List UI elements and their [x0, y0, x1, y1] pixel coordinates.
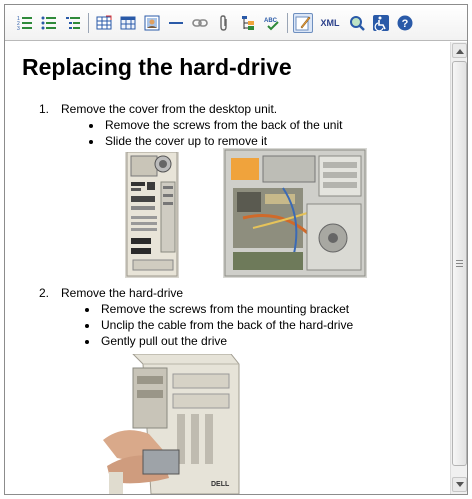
- step-number: 1.: [39, 102, 50, 116]
- scroll-down-button[interactable]: [452, 477, 467, 492]
- xml-view-icon[interactable]: [317, 13, 343, 33]
- edit-mode-icon[interactable]: [293, 13, 313, 33]
- editor-frame: [4, 4, 468, 495]
- attachment-icon[interactable]: [214, 13, 234, 33]
- svg-text:2: 2: [17, 20, 20, 27]
- numbered-list-icon[interactable]: [15, 13, 35, 33]
- spellcheck-icon[interactable]: [262, 13, 282, 33]
- list-item: Remove the screws from the mounting bracket: [101, 302, 350, 316]
- document-area[interactable]: [5, 42, 449, 494]
- outline-list-icon[interactable]: [63, 13, 83, 33]
- step-text: Remove the hard-drive: [61, 286, 184, 300]
- step-number: 2.: [39, 286, 50, 300]
- spellcheck-text: ABC: [264, 17, 277, 24]
- help-icon[interactable]: [395, 13, 415, 33]
- scrollbar-thumb[interactable]: [452, 61, 467, 466]
- vertical-scrollbar[interactable]: [450, 42, 467, 494]
- list-item: Remove the screws from the back of the unit: [105, 118, 343, 132]
- document-structure-icon[interactable]: [238, 13, 258, 33]
- list-item: Slide the cover up to remove it: [105, 134, 268, 148]
- toolbar-separator: [287, 13, 288, 33]
- list-item: Gently pull out the drive: [101, 334, 228, 348]
- horizontal-rule-icon[interactable]: [166, 13, 186, 33]
- grip-icon: [456, 260, 463, 267]
- svg-text:3: 3: [17, 25, 20, 31]
- step-text: Remove the cover from the desktop unit.: [61, 102, 278, 116]
- bulleted-list-icon[interactable]: [39, 13, 59, 33]
- scroll-up-button[interactable]: [452, 43, 467, 58]
- link-icon[interactable]: [190, 13, 210, 33]
- desktop-open-photo: [223, 148, 367, 278]
- insert-image-icon[interactable]: [142, 13, 162, 33]
- chevron-down-icon: [456, 482, 464, 488]
- svg-text:1: 1: [17, 15, 20, 22]
- toolbar: [5, 5, 467, 41]
- list-item: Unclip the cable from the back of the hard-drive: [101, 318, 354, 332]
- help-label: ?: [401, 17, 409, 30]
- accessibility-icon[interactable]: [371, 13, 391, 33]
- drive-removal-photo: [103, 354, 241, 494]
- page-title: Replacing the hard-drive: [22, 54, 292, 80]
- insert-table-icon[interactable]: [94, 13, 114, 33]
- zoom-icon[interactable]: [347, 13, 367, 33]
- table-properties-icon[interactable]: [118, 13, 138, 33]
- desktop-back-photo: [119, 152, 185, 278]
- chevron-up-icon: [456, 48, 464, 54]
- xml-label: XML: [320, 17, 340, 28]
- toolbar-separator: [88, 13, 89, 33]
- brand-label: DELL: [211, 481, 230, 488]
